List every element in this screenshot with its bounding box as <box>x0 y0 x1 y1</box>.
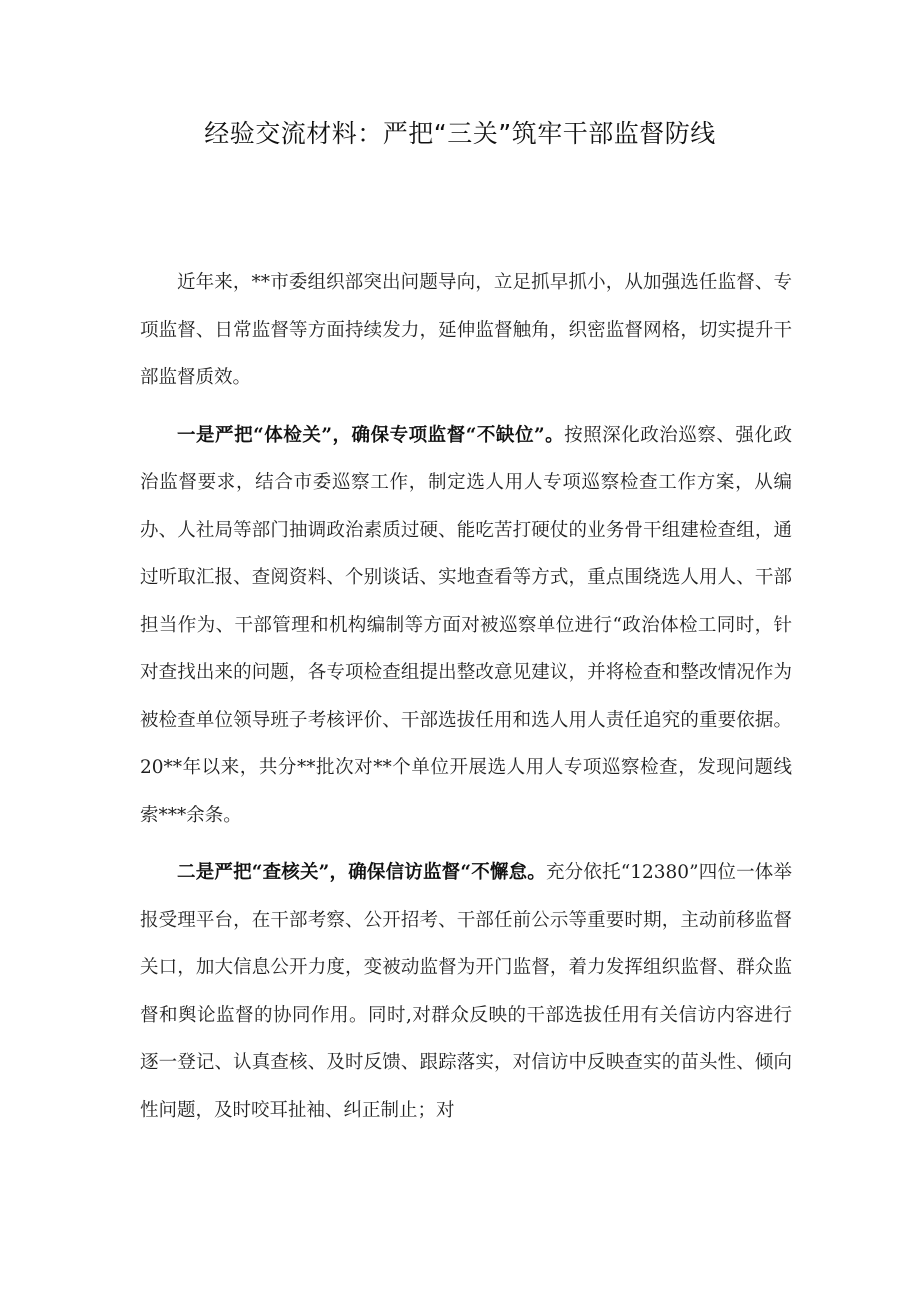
paragraph-lead: 一是严把“体检关”，确保专项监督“不缺位”。 <box>177 424 565 446</box>
paragraph-intro <box>140 259 792 402</box>
paragraph-checkup <box>140 412 792 840</box>
paragraph-text: 充分依托“12380”四位一体举报受理平台，在干部考察、公开招考、干部任前公示等重要时期，主动前移监督关口，加大信息公开力度，变被动监督为开门监督，着力发挥组织监督、群众监督和舆论监督的协同作用。同时,对群众反映的干部选拔任用有关信访内容进行逐一登记、认真查核、及时反馈、跟踪落实，对信访中反映查实的苗头性、倾向性问题，及时咬耳扯袖、纠正制止；对 <box>140 862 792 1121</box>
paragraph-text: 近年来，**市委组织部突出问题导向，立足抓早抓小，从加强选任监督、专项监督、日常监督等方面持续发力，延伸监督触角，织密监督网格，切实提升干部监督质效。 <box>140 272 792 388</box>
paragraph-verification <box>140 849 792 1134</box>
document-title: 经验交流材料：严把“三关”筑牢干部监督防线 <box>204 119 716 148</box>
paragraph-text: 按照深化政治巡察、强化政治监督要求，结合市委巡察工作，制定选人用人专项巡察检查工作方案，从编办、人社局等部门抽调政治素质过硬、能吃苦打硬仗的业务骨干组建检查组，通过听取汇报、查阅资料、个别谈话、实地查看等方式，重点围绕选人用人、干部担当作为、干部管理和机构编制等方面对被巡察单位进行“政治体检工同时，针对查找出来的问题，各专项检查组提出整改意见建议，并将检查和整改情况作为被检查单位领导班子考核评价、干部选拔任用和选人用人责任追究的重要依据。20**年以来，共分**批次对**个单位开展选人用人专项巡察检查，发现问题线索***余条。 <box>140 424 792 826</box>
document-body <box>140 259 792 1134</box>
paragraph-lead: 二是严把“查核关”，确保信访监督“不懈怠。 <box>177 862 546 883</box>
